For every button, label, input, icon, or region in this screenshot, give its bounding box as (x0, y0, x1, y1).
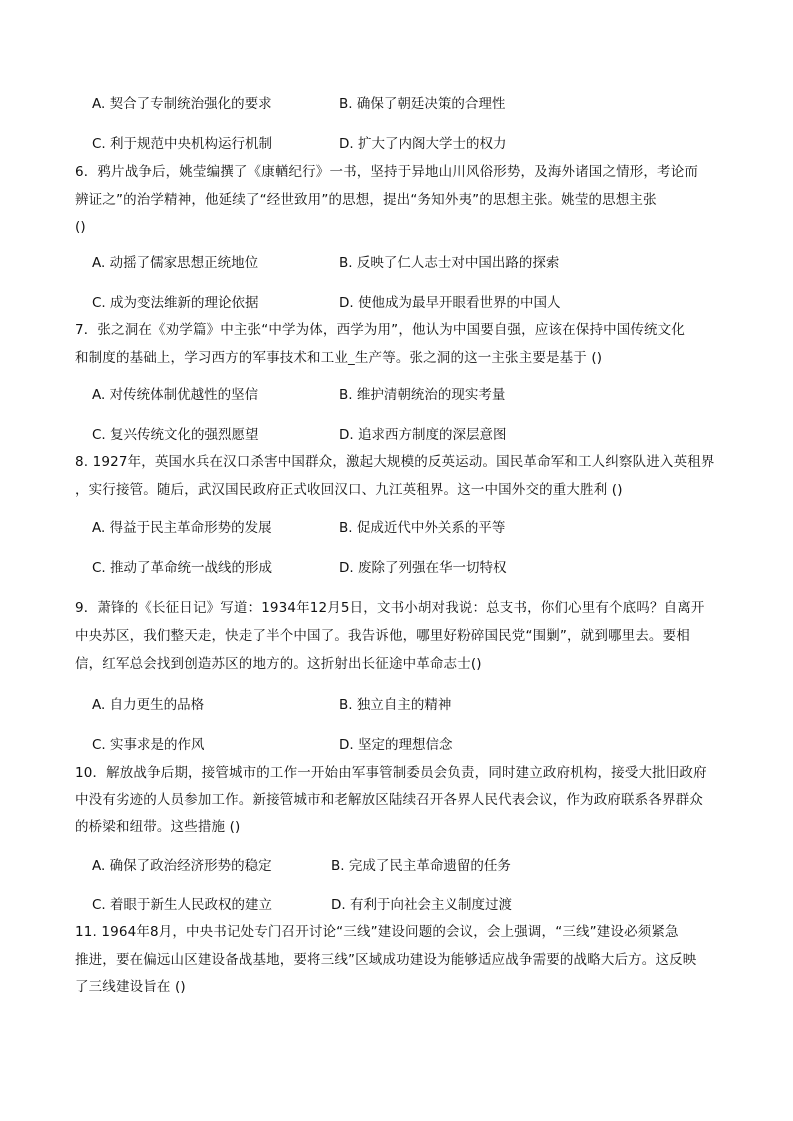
q9-option-a[interactable]: A. 自力更生的品格 (92, 697, 205, 713)
q9-option-b[interactable]: B. 独立自主的精神 (339, 697, 452, 713)
q6-stem-line-3: () (75, 219, 86, 235)
q6-option-c[interactable]: C. 成为变法维新的理论依据 (92, 295, 259, 311)
q8-stem-line-2: ，实行接管。随后，武汉国民政府正式收回汉口、九江英租界。这一中国外交的重大胜利 () (75, 482, 623, 498)
q7-option-d[interactable]: D. 追求西方制度的深层意图 (339, 427, 507, 443)
q8-option-b[interactable]: B. 促成近代中外关系的平等 (339, 520, 506, 536)
q10-option-d[interactable]: D. 有利于向社会主义制度过渡 (331, 897, 512, 913)
q6-option-b[interactable]: B. 反映了仁人志士对中国出路的探索 (339, 255, 560, 271)
q5-option-a[interactable]: A. 契合了专制统治强化的要求 (92, 96, 272, 112)
q7-option-a[interactable]: A. 对传统体制优越性的坚信 (92, 387, 259, 403)
q10-option-a[interactable]: A. 确保了政治经济形势的稳定 (92, 858, 272, 874)
q7-option-b[interactable]: B. 维护清朝统治的现实考量 (339, 387, 506, 403)
q6-option-d[interactable]: D. 使他成为最早开眼看世界的中国人 (339, 295, 561, 311)
q6-option-a[interactable]: A. 动摇了儒家思想正统地位 (92, 255, 259, 271)
q10-stem-line-2: 中没有劣迹的人员参加工作。新接管城市和老解放区陆续召开各界人民代表会议，作为政府联系各界群众 (75, 792, 703, 808)
q9-stem-line-1: 9．萧锋的《长征日记》写道：1934年12月5日，文书小胡对我说：总支书，你们心里有个底吗？自离开 (75, 600, 705, 616)
q9-option-c[interactable]: C. 实事求是的作风 (92, 737, 205, 753)
q10-option-c[interactable]: C. 着眼于新生人民政权的建立 (92, 897, 273, 913)
q8-option-c[interactable]: C. 推动了革命统一战线的形成 (92, 560, 273, 576)
q8-stem-line-1: 8. 1927年，英国水兵在汉口杀害中国群众，激起大规模的反英运动。国民革命军和工人纠察队进入英租界 (75, 454, 715, 470)
q9-stem-line-3: 信，红军总会找到创造苏区的地方的。这折射出长征途中革命志士() (75, 656, 482, 672)
q7-stem-line-2: 和制度的基础上，学习西方的军事技术和工业_生产等。张之洞的这一主张主要是基于 () (75, 350, 603, 366)
q9-stem-line-2: 中央苏区，我们整天走，快走了半个中国了。我告诉他，哪里好粉碎国民党“围剿”，就到哪里去。要相 (75, 628, 690, 644)
q10-stem-line-3: 的桥梁和纽带。这些措施 () (75, 819, 241, 835)
q10-stem-line-1: 10．解放战争后期，接管城市的工作一开始由军事管制委员会负责，同时建立政府机构，接受大批旧政府 (75, 765, 707, 781)
q7-option-c[interactable]: C. 复兴传统文化的强烈愿望 (92, 427, 259, 443)
q8-option-d[interactable]: D. 废除了列强在华一切特权 (339, 560, 507, 576)
q5-option-c[interactable]: C. 利于规范中央机构运行机制 (92, 136, 273, 152)
q10-option-b[interactable]: B. 完成了民主革命遗留的任务 (331, 858, 511, 874)
q11-stem-line-3: 了三线建设旨在 () (75, 979, 186, 995)
q6-stem-line-2: 辨证之”的治学精神，他延续了“经世致用”的思想，提出“务知外夷”的思想主张。姚莹的思想主张 (75, 192, 657, 208)
q9-option-d[interactable]: D. 坚定的理想信念 (339, 737, 453, 753)
q6-stem-line-1: 6．鸦片战争后，姚莹编撰了《康輶纪行》一书，坚持于异地山川风俗形势，及海外诸国之情形，考论而 (75, 164, 698, 180)
q7-stem-line-1: 7．张之洞在《劝学篇》中主张“中学为体，西学为用”，他认为中国要自强，应该在保持中国传统文化 (75, 322, 685, 338)
q5-option-d[interactable]: D. 扩大了内阁大学士的权力 (339, 136, 507, 152)
q5-option-b[interactable]: B. 确保了朝廷决策的合理性 (339, 96, 506, 112)
q11-stem-line-1: 11. 1964年8月，中央书记处专门召开讨论“三线”建设问题的会议，会上强调，“三线”建设必须紧急 (75, 924, 679, 940)
q11-stem-line-2: 推进，要在偏远山区建设备战基地，要将三线”区域成功建设为能够适应战争需要的战略大后方。这反映 (75, 952, 697, 968)
q8-option-a[interactable]: A. 得益于民主革命形势的发展 (92, 520, 272, 536)
